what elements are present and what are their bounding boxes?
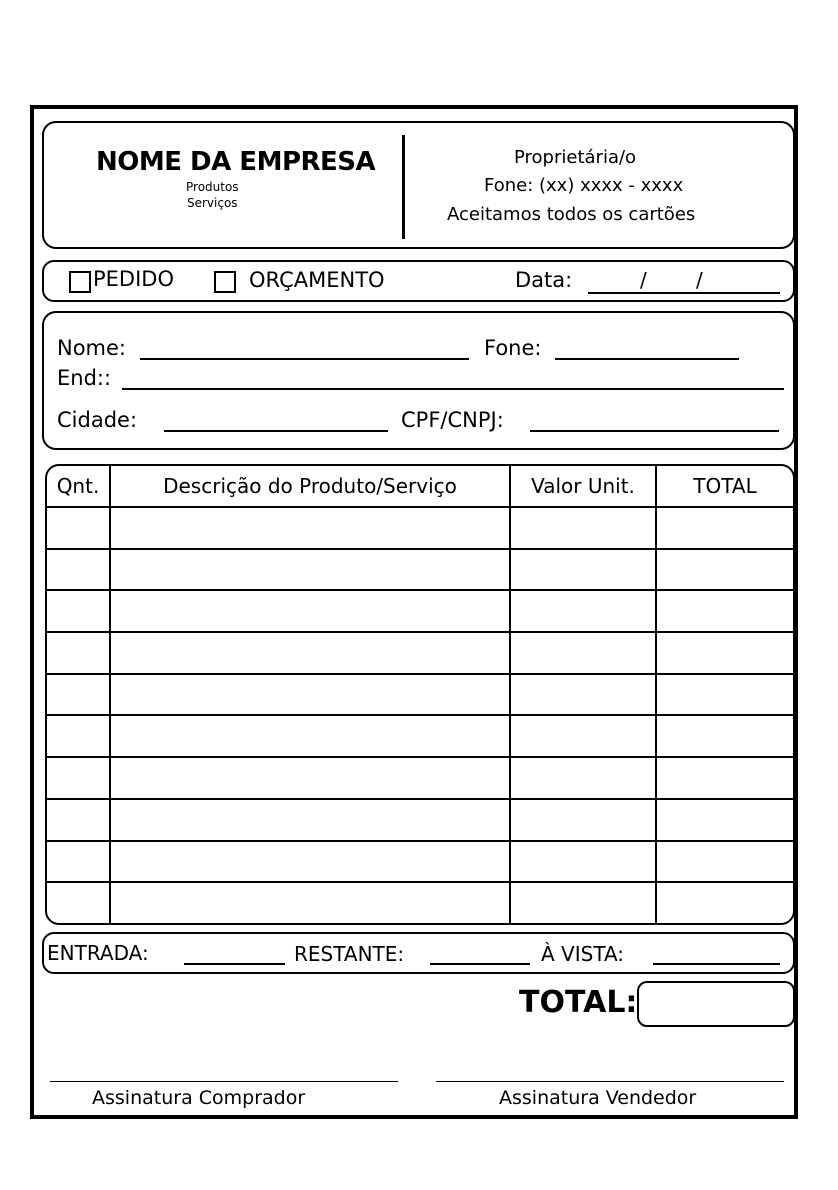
avista-label: À VISTA: [541, 942, 625, 966]
qty-cell[interactable] [47, 507, 110, 549]
total-cell[interactable] [656, 715, 793, 757]
unit-price-cell[interactable] [510, 549, 656, 591]
company-phone: Fone: (xx) xxxx - xxxx [484, 175, 684, 196]
description-cell[interactable] [110, 841, 510, 883]
order-form [30, 105, 798, 1119]
column-header-description: Descrição do Produto/Serviço [110, 466, 510, 507]
name-label: Nome: [57, 336, 127, 360]
items-table [47, 466, 793, 923]
unit-price-cell[interactable] [510, 882, 656, 923]
table-row [47, 882, 793, 923]
buyer-signature-line[interactable] [50, 1081, 398, 1082]
date-separator-1: / [640, 268, 647, 292]
customer-box [42, 311, 795, 450]
restante-label: RESTANTE: [294, 942, 405, 966]
qty-cell[interactable] [47, 841, 110, 883]
qty-cell[interactable] [47, 799, 110, 841]
unit-price-cell[interactable] [510, 590, 656, 632]
total-cell[interactable] [656, 507, 793, 549]
description-cell[interactable] [110, 590, 510, 632]
description-cell[interactable] [110, 632, 510, 674]
description-cell[interactable] [110, 715, 510, 757]
city-field[interactable] [164, 430, 388, 432]
cpf-field[interactable] [530, 430, 779, 432]
table-row [47, 841, 793, 883]
unit-price-cell[interactable] [510, 799, 656, 841]
unit-price-cell[interactable] [510, 715, 656, 757]
total-label: TOTAL: [519, 985, 638, 1020]
description-cell[interactable] [110, 757, 510, 799]
company-services: Serviços [187, 196, 238, 210]
total-cell[interactable] [656, 799, 793, 841]
description-cell[interactable] [110, 674, 510, 716]
order-type-box [42, 260, 795, 302]
cards-accepted: Aceitamos todos os cartões [447, 204, 696, 225]
owner-name: Proprietária/o [514, 147, 637, 168]
unit-price-cell[interactable] [510, 674, 656, 716]
qty-cell[interactable] [47, 757, 110, 799]
column-header-total: TOTAL [656, 466, 793, 507]
payment-box [42, 932, 795, 974]
seller-signature-label: Assinatura Vendedor [499, 1087, 697, 1109]
pedido-checkbox[interactable] [69, 271, 91, 293]
table-row [47, 715, 793, 757]
avista-field[interactable] [653, 963, 780, 965]
orcamento-label: ORÇAMENTO [249, 268, 385, 292]
table-row [47, 549, 793, 591]
total-cell[interactable] [656, 590, 793, 632]
date-separator-2: / [696, 268, 703, 292]
column-header-qty: Qnt. [47, 466, 110, 507]
description-cell[interactable] [110, 799, 510, 841]
description-cell[interactable] [110, 549, 510, 591]
unit-price-cell[interactable] [510, 757, 656, 799]
header-box [42, 121, 795, 249]
total-cell[interactable] [656, 549, 793, 591]
orcamento-checkbox[interactable] [214, 271, 236, 293]
table-row [47, 507, 793, 549]
total-cell[interactable] [656, 882, 793, 923]
total-cell[interactable] [656, 632, 793, 674]
table-body [47, 507, 793, 923]
qty-cell[interactable] [47, 590, 110, 632]
phone-label: Fone: [484, 336, 542, 360]
qty-cell[interactable] [47, 632, 110, 674]
entrada-label: ENTRADA: [47, 941, 149, 965]
column-header-unit-price: Valor Unit. [510, 466, 656, 507]
date-field[interactable] [588, 292, 780, 294]
entrada-field[interactable] [184, 963, 285, 965]
cpf-label: CPF/CNPJ: [401, 408, 504, 432]
table-row [47, 757, 793, 799]
total-field[interactable] [637, 981, 795, 1027]
description-cell[interactable] [110, 507, 510, 549]
address-label: End:: [57, 366, 112, 390]
table-row [47, 590, 793, 632]
pedido-label: PEDIDO [93, 267, 174, 291]
seller-signature-line[interactable] [436, 1081, 784, 1082]
header-divider [402, 135, 405, 239]
total-cell[interactable] [656, 757, 793, 799]
date-label: Data: [515, 268, 573, 292]
qty-cell[interactable] [47, 549, 110, 591]
company-products: Produtos [186, 180, 239, 194]
qty-cell[interactable] [47, 674, 110, 716]
unit-price-cell[interactable] [510, 632, 656, 674]
table-header-row [47, 466, 793, 507]
table-row [47, 674, 793, 716]
total-cell[interactable] [656, 674, 793, 716]
total-cell[interactable] [656, 841, 793, 883]
company-name: NOME DA EMPRESA [96, 147, 376, 177]
unit-price-cell[interactable] [510, 841, 656, 883]
qty-cell[interactable] [47, 715, 110, 757]
table-row [47, 632, 793, 674]
buyer-signature-label: Assinatura Comprador [92, 1087, 306, 1109]
city-label: Cidade: [57, 408, 138, 432]
unit-price-cell[interactable] [510, 507, 656, 549]
phone-field[interactable] [555, 358, 739, 360]
qty-cell[interactable] [47, 882, 110, 923]
address-field[interactable] [122, 388, 784, 390]
name-field[interactable] [140, 358, 469, 360]
restante-field[interactable] [430, 963, 530, 965]
table-row [47, 799, 793, 841]
description-cell[interactable] [110, 882, 510, 923]
items-table-box [45, 464, 795, 925]
